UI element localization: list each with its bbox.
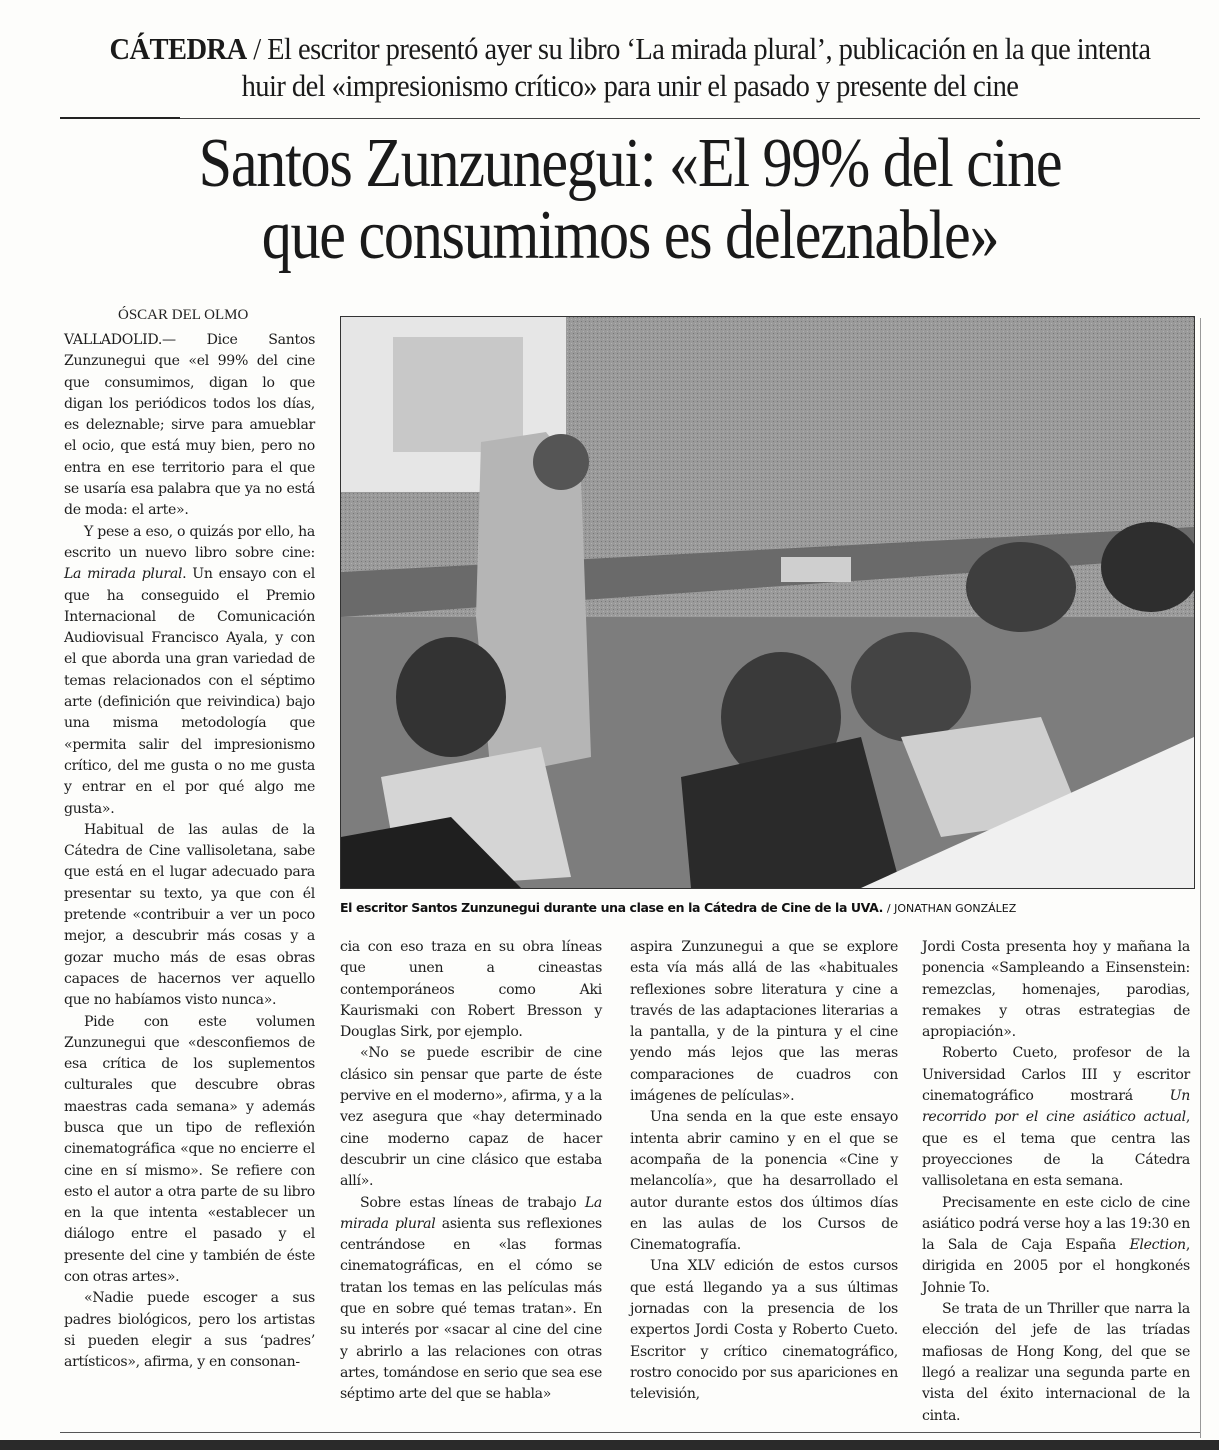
top-rule xyxy=(60,118,1200,119)
text-run: . Un ensayo con el que ha conseguido el Premio Internacional de Comunicación Audiovisual Francisco Ayala, y con el que aborda una gran variedad de temas relacionados con el séptimo arte (definición que reivindica) bajo una misma metodología que «permita salir del impresionismo crítico, del me gusta o no me gusta y entrar en el por qué algo me gusta». xyxy=(64,566,315,817)
article-column-4 xyxy=(922,937,1190,1427)
headline-line-2: que consumimos es deleznable» xyxy=(261,197,999,274)
paragraph: «No se puede escribir de cine clásico sin pensar que parte de éste pervive en el moderno», afirma, y a la vez asegura que «hay determinado cine moderno capaz de hacer descubrir un cine clásico que estaba allí». xyxy=(340,1045,602,1190)
film-title: Election xyxy=(1129,1237,1186,1254)
series-title: Un recorrido por el cine asiático actual xyxy=(922,1088,1190,1126)
book-title: La mirada plural xyxy=(64,566,183,583)
paragraph xyxy=(922,1193,1190,1299)
paragraph: «Nadie puede escoger a sus padres biológicos, pero los artistas si pueden elegir a sus ‘padres’ artísticos», afirma, y en consonan- xyxy=(64,1290,315,1371)
photo-caption xyxy=(340,900,1016,915)
caption-text: El escritor Santos Zunzunegui durante una clase en la Cátedra de Cine de la UVA. xyxy=(340,900,883,915)
paragraph: Pide con este volumen Zunzunegui que «desconfiemos de esa crítica de los suplementos culturales que descubre obras maestras cada semana» y además busca que un tipo de reflexión cinematográfica «que no encierre el cine en sí mismo». Se refiere con esto el autor a otra parte de su libro en la que intenta «establecer un diálogo entre el pasado y el presente del cine y también de éste con otras artes». xyxy=(64,1013,315,1286)
paragraph: Una XLV edición de estos cursos que está llegando ya a sus últimas jornadas con la presencia de los expertos Jordi Costa y Roberto Cueto. Escritor y crítico cinematográfico, rostro conocido por sus apariciones en televisión, xyxy=(630,1258,898,1403)
projector xyxy=(781,557,851,582)
projected-slide xyxy=(393,337,523,452)
text-run: Y pese a eso, o quizás por ello, ha escrito un nuevo libro sobre cine: xyxy=(64,523,315,561)
article-photo xyxy=(340,316,1195,889)
headline xyxy=(140,125,1120,274)
top-rule-accent xyxy=(60,117,180,119)
paragraph: cia con eso traza en su obra líneas que unen a cineastas contemporáneos como Aki Kaurismaki con Robert Bresson y Douglas Sirk, por ejemplo. xyxy=(340,939,602,1041)
student xyxy=(966,542,1076,632)
paragraph xyxy=(64,522,315,820)
kicker-separator: / xyxy=(253,31,261,66)
text-run: Sobre estas líneas de trabajo xyxy=(360,1194,585,1211)
article-column-1 xyxy=(64,330,315,1374)
paragraph: aspira Zunzunegui a que se explore esta vía más allá de las «habituales reflexiones sobre literatura y cine a través de las adaptaciones literarias a la pantalla, y de la pintura y el cine yendo más lejos que las meras comparaciones de cuadros con imágenes de películas». xyxy=(630,939,898,1105)
kicker-text: El escritor presentó ayer su libro ‘La mirada plural’, publicación en la que intenta huir del «impresionismo crítico» para unir el pasado y presente del cine xyxy=(241,31,1151,103)
book-title: La mirada plural xyxy=(340,1194,602,1232)
classroom-photo xyxy=(341,317,1194,888)
kicker-deck xyxy=(106,30,1155,104)
paragraph xyxy=(922,1043,1190,1192)
text-run: Roberto Cueto, profesor de la Universidad Carlos III y escritor cinematográfico mostrará xyxy=(922,1045,1190,1105)
text-run: Precisamente en este ciclo de cine asiático podrá verse hoy a las 19:30 en la Sala de Caja España xyxy=(922,1194,1190,1254)
article-column-2 xyxy=(340,937,602,1406)
student xyxy=(396,637,506,757)
headline-line-1: Santos Zunzunegui: «El 99% del cine xyxy=(198,125,1062,202)
paragraph xyxy=(340,1193,602,1406)
student xyxy=(851,632,971,742)
bottom-rule xyxy=(60,1432,1200,1433)
photo-credit: / JONATHAN GONZÁLEZ xyxy=(886,902,1017,915)
paragraph: Jordi Costa presenta hoy y mañana la ponencia «Sampleando a Einsenstein: remezclas, homenajes, parodias, remakes y otras estrategias de apropiación». xyxy=(922,939,1190,1041)
text-run: , dirigida en 2005 por el hongkonés Johnie To. xyxy=(922,1237,1190,1296)
right-border-rule xyxy=(1200,318,1201,1438)
text-run: asienta sus reflexiones centrándose en «las formas cinematográficas, en el cómo se tratan los temas en las películas más que en sobre qué temas tratan». En su interés por «sacar al cine del cine y abrirlo a las relaciones con otras artes, tomándose en serio que sea ese séptimo arte del que se habla» xyxy=(340,1215,602,1403)
article-column-3 xyxy=(630,937,898,1406)
scan-edge-bar xyxy=(0,1440,1219,1450)
paragraph: VALLADOLID.— Dice Santos Zunzunegui que «el 99% del cine que consumimos, digan lo que digan los periódicos todos los días, es deleznable; sirve para amueblar el ocio, que está muy bien, pero no entra en ese territorio para el que se usaría esa palabra que ya no está de moda: el arte». xyxy=(64,332,315,519)
byline: ÓSCAR DEL OLMO xyxy=(118,307,249,323)
lecturer-head xyxy=(533,434,589,490)
paragraph: Una senda en la que este ensayo intenta abrir camino y en el que se acompaña de la ponencia «Cine y melancolía», que ha desarrollado el autor durante estos dos últimos días en las aulas de los Cursos de Cinematografía. xyxy=(630,1109,898,1254)
paragraph: Habitual de las aulas de la Cátedra de Cine vallisoletana, sabe que está en el lugar adecuado para presentar su texto, ya que con él pretende «contribuir a ver un poco mejor, a descubrir más cosas y a gozar mucho más de esas obras capaces de hacernos ver aquello que no habíamos visto nunca». xyxy=(64,821,315,1009)
paragraph: Se trata de un Thriller que narra la elección del jefe de las tríadas mafiosas de Hong Kong, del que se llegó a realizar una segunda parte en vista del éxito internacional de la cinta. xyxy=(922,1301,1190,1424)
section-label: CÁTEDRA xyxy=(109,31,247,66)
text-run: , que es el tema que centra las proyecciones de la Cátedra vallisoletana en esta semana. xyxy=(922,1109,1190,1190)
